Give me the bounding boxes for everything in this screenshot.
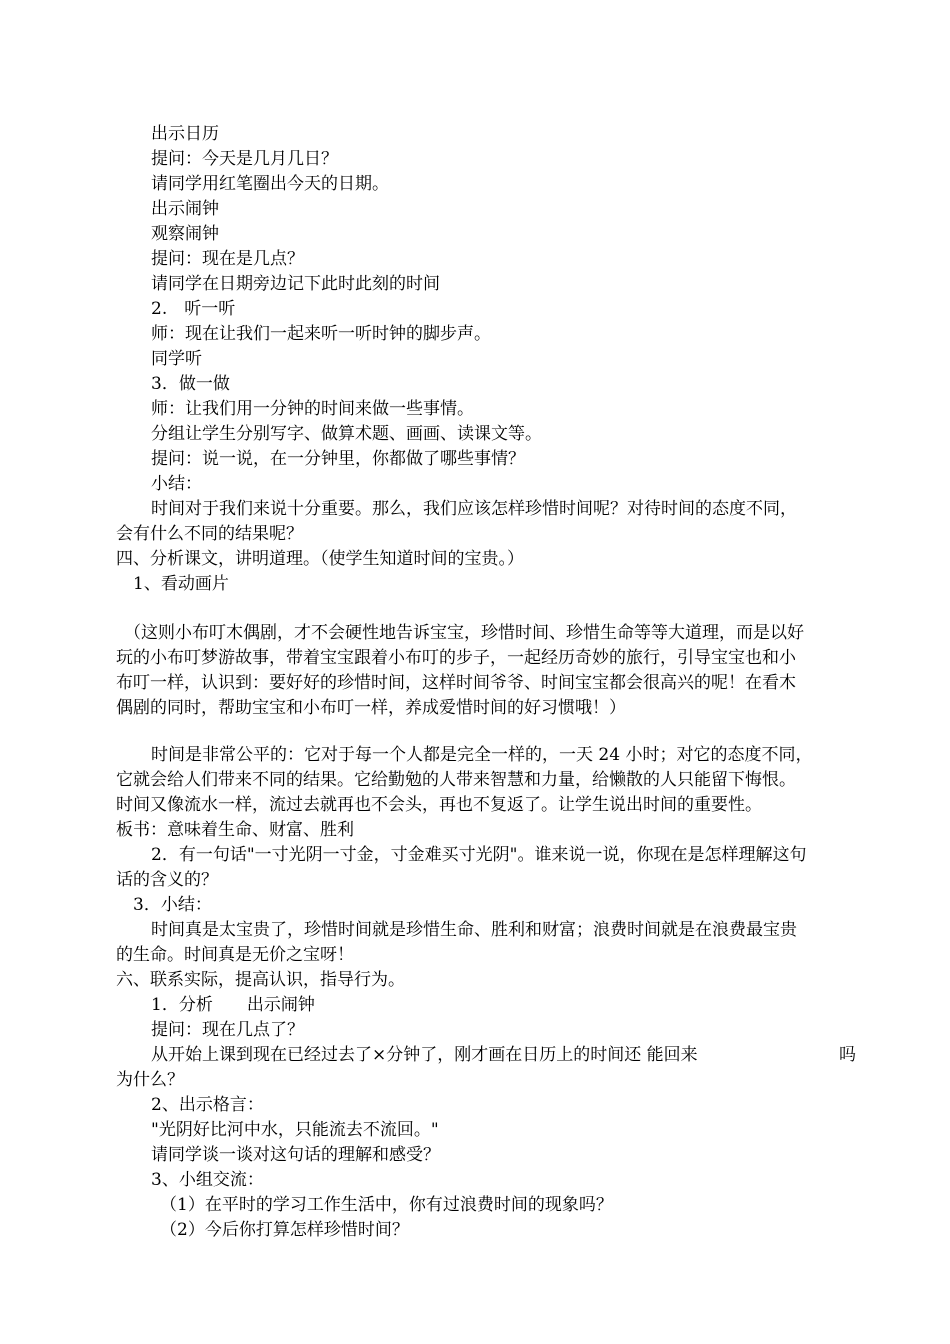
section-heading: 六、联系实际，提高认识，指导行为。	[116, 970, 405, 990]
text-line: 3．小结：	[133, 895, 212, 915]
text-line: 布叮一样，认识到：要好好的珍惜时间，这样时间爷爷、时间宝宝都会很高兴的呢！在看木	[116, 673, 796, 693]
text-line: 会有什么不同的结果呢？	[116, 524, 303, 544]
quote-line: "光阴好比河中水，只能流去不流回。"	[151, 1120, 439, 1140]
text-line: 板书：意味着生命、财富、胜利	[116, 820, 354, 840]
text-line: （1）在平时的学习工作生活中，你有过浪费时间的现象吗？	[160, 1195, 613, 1215]
text-line: 的生命。时间真是无价之宝呀！	[116, 945, 354, 965]
text-line: 2. 听一听	[151, 299, 236, 319]
text-line: 小结：	[151, 474, 202, 494]
text-line: 出示闹钟	[151, 199, 219, 219]
text-line: 2．有一句话"一寸光阴一寸金，寸金难买寸光阴"。谁来说一说，你现在是怎样理解这句	[151, 845, 807, 865]
section-heading: 四、分析课文，讲明道理。（使学生知道时间的宝贵。）	[116, 549, 524, 569]
text-line: 提问：现在几点了？	[151, 1020, 304, 1040]
text-line: 提问：现在是几点？	[151, 249, 304, 269]
text-line: 观察闹钟	[151, 224, 219, 244]
text-line: 吗	[839, 1045, 856, 1065]
text-line: 请同学谈一谈对这句话的理解和感受？	[151, 1145, 440, 1165]
text-line: 请同学用红笔圈出今天的日期。	[151, 174, 389, 194]
text-line: 师：现在让我们一起来听一听时钟的脚步声。	[151, 324, 491, 344]
text-line: 提问：今天是几月几日？	[151, 149, 338, 169]
text-line: 3、小组交流：	[151, 1170, 264, 1190]
text-line: 时间是非常公平的：它对于每一个人都是完全一样的，一天 24 小时；对它的态度不同，	[151, 745, 813, 765]
text-line: 从开始上课到现在已经过去了×分钟了，刚才画在日历上的时间还 能回来	[151, 1045, 698, 1065]
text-line: （2）今后你打算怎样珍惜时间？	[160, 1220, 409, 1240]
text-line: 时间又像流水一样，流过去就再也不会头，再也不复返了。让学生说出时间的重要性。	[116, 795, 762, 815]
text-line: 时间对于我们来说十分重要。那么，我们应该怎样珍惜时间呢？对待时间的态度不同，	[151, 499, 797, 519]
text-line: 出示日历	[151, 124, 219, 144]
text-line: （这则小布叮木偶剧，才不会硬性地告诉宝宝，珍惜时间、珍惜生命等等大道理，而是以好	[124, 623, 804, 643]
text-line: 时间真是太宝贵了，珍惜时间就是珍惜生命、胜利和财富；浪费时间就是在浪费最宝贵	[151, 920, 797, 940]
text-line: 1．分析 出示闹钟	[151, 995, 315, 1015]
text-line: 偶剧的同时，帮助宝宝和小布叮一样，养成爱惜时间的好习惯哦！）	[116, 698, 626, 718]
text-line: 1、看动画片	[133, 574, 229, 594]
text-line: 2、出示格言：	[151, 1095, 264, 1115]
text-line: 同学听	[151, 349, 202, 369]
text-line: 玩的小布叮梦游故事，带着宝宝跟着小布叮的步子，一起经历奇妙的旅行，引导宝宝也和小	[116, 648, 796, 668]
text-line: 3．做一做	[151, 374, 230, 394]
text-line: 请同学在日期旁边记下此时此刻的时间	[151, 274, 440, 294]
text-line: 话的含义的？	[116, 870, 218, 890]
text-line: 它就会给人们带来不同的结果。它给勤勉的人带来智慧和力量，给懒散的人只能留下悔恨。	[116, 770, 796, 790]
text-line: 为什么？	[116, 1070, 184, 1090]
text-line: 师：让我们用一分钟的时间来做一些事情。	[151, 399, 474, 419]
text-line: 分组让学生分别写字、做算术题、画画、读课文等。	[151, 424, 542, 444]
text-line: 提问：说一说，在一分钟里，你都做了哪些事情？	[151, 449, 525, 469]
